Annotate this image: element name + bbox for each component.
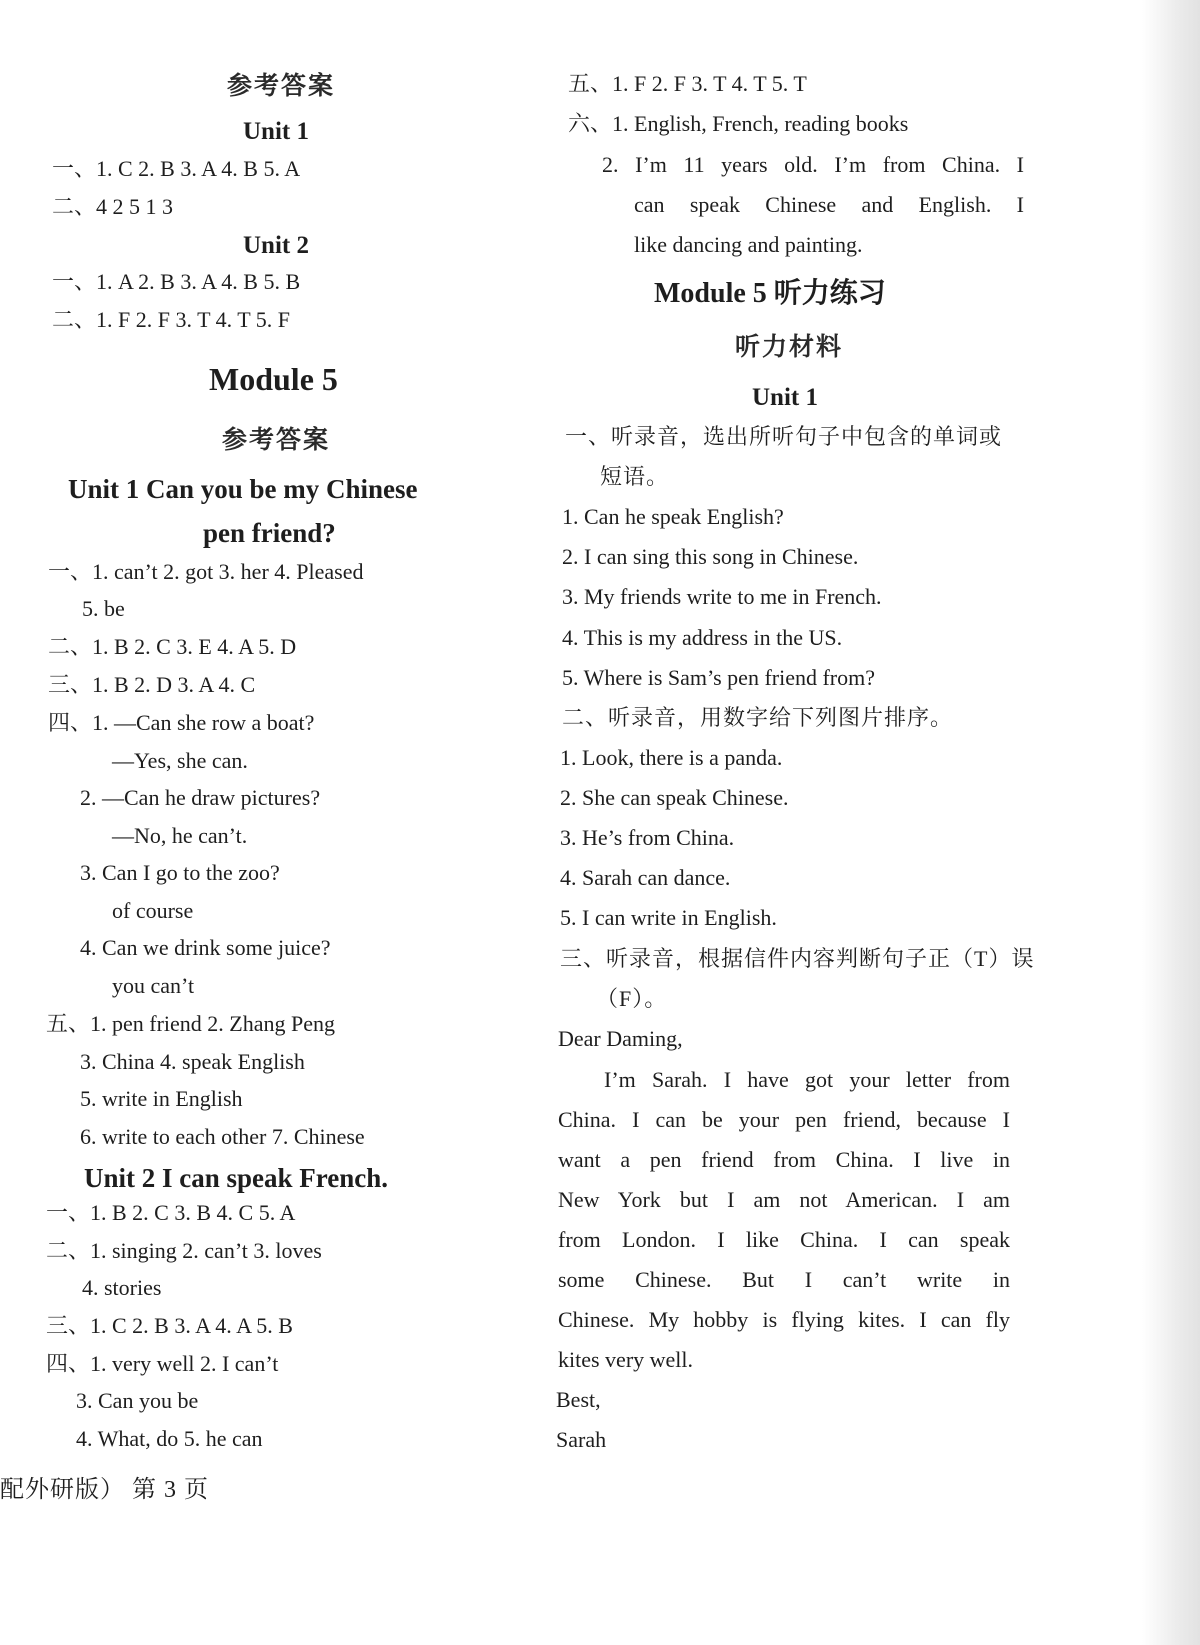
letter-line: from London. I like China. I can speak	[558, 1227, 1010, 1252]
answer-line: 四、1. —Can she row a boat?	[48, 710, 315, 735]
answer-line: 5. be	[82, 596, 125, 621]
listening-item: 1. Look, there is a panda.	[560, 745, 783, 770]
answer-line: 二、1. singing 2. can’t 3. loves	[46, 1238, 322, 1263]
unit-2-title: Unit 2 I can speak French.	[84, 1163, 389, 1193]
letter-line: New York but I am not American. I am	[558, 1187, 1010, 1212]
answer-line: 四、1. very well 2. I can’t	[46, 1351, 279, 1376]
answer-line: 3. Can you be	[76, 1388, 199, 1413]
letter-line: Chinese. My hobby is flying kites. I can fly	[558, 1307, 1010, 1332]
answer-line: 五、1. pen friend 2. Zhang Peng	[46, 1011, 335, 1036]
answer-line: like dancing and painting.	[634, 232, 863, 257]
answer-line: 4. stories	[82, 1275, 162, 1300]
module-5-heading: Module 5	[209, 361, 338, 397]
letter-line: want a pen friend from China. I live in	[558, 1147, 1010, 1172]
answer-line: 二、1. F 2. F 3. T 4. T 5. F	[52, 307, 290, 332]
listening-item: 4. This is my address in the US.	[562, 625, 843, 650]
listening-item: 2. I can sing this song in Chinese.	[562, 544, 859, 569]
answer-line: 5. write in English	[80, 1086, 243, 1111]
listening-materials-heading: 听力材料	[735, 334, 844, 361]
answer-line: 二、4 2 5 1 3	[52, 194, 174, 219]
section-1-instruction: 一、听录音，选出所听句子中包含的单词或	[565, 424, 1003, 449]
page-footer: 配外研版） 第 3 页	[0, 1477, 209, 1503]
answer-line: 六、1. English, French, reading books	[568, 111, 909, 136]
listening-item: 3. He’s from China.	[560, 825, 735, 850]
answer-line: 三、1. C 2. B 3. A 4. A 5. B	[46, 1313, 293, 1338]
listening-item: 4. Sarah can dance.	[560, 865, 731, 890]
letter-signature: Sarah	[556, 1427, 607, 1452]
answer-line: 2. I’m 11 years old. I’m from China. I	[602, 152, 1024, 177]
section-3-instruction-cont: （F）。	[596, 986, 668, 1011]
letter-line: some Chinese. But I can’t write in	[558, 1267, 1010, 1292]
answer-line: 二、1. B 2. C 3. E 4. A 5. D	[48, 634, 297, 659]
module-5-listening-heading: Module 5 听力练习	[654, 278, 886, 309]
answer-line: you can’t	[112, 973, 195, 998]
answer-line: 2. —Can he draw pictures?	[80, 785, 321, 810]
listening-item: 5. Where is Sam’s pen friend from?	[562, 665, 876, 690]
letter-line: I’m Sarah. I have got your letter from	[604, 1067, 1010, 1092]
answer-line: 6. write to each other 7. Chinese	[80, 1124, 365, 1149]
answer-line: 一、1. B 2. C 3. B 4. C 5. A	[46, 1200, 296, 1225]
answer-line: of course	[112, 898, 194, 923]
unit-1-heading: Unit 1	[752, 384, 818, 411]
answer-line: 4. Can we drink some juice?	[80, 935, 331, 960]
answer-line: 一、1. C 2. B 3. A 4. B 5. A	[52, 156, 301, 181]
answer-line: 三、1. B 2. D 3. A 4. C	[48, 672, 256, 697]
letter-line: kites very well.	[558, 1347, 694, 1372]
unit-1-title: Unit 1 Can you be my Chinese	[68, 474, 418, 504]
answers-heading: 参考答案	[222, 427, 331, 454]
listening-item: 5. I can write in English.	[560, 905, 777, 930]
section-2-instruction: 二、听录音，用数字给下列图片排序。	[562, 705, 954, 730]
listening-item: 1. Can he speak English?	[562, 504, 784, 529]
letter-line: China. I can be your pen friend, because I	[558, 1107, 1010, 1132]
answer-line: 3. China 4. speak English	[80, 1049, 305, 1074]
letter-closing: Best,	[556, 1387, 601, 1412]
unit-2-heading: Unit 2	[243, 232, 309, 259]
unit-1-title-cont: pen friend?	[203, 518, 336, 548]
answer-line: —Yes, she can.	[112, 748, 248, 773]
answer-line: 4. What, do 5. he can	[76, 1426, 263, 1451]
letter-greeting: Dear Daming,	[558, 1026, 683, 1051]
answer-line: 一、1. can’t 2. got 3. her 4. Pleased	[48, 559, 364, 584]
section-1-instruction-cont: 短语。	[600, 464, 670, 489]
page-edge-shadow	[1142, 0, 1200, 1645]
answer-line: 一、1. A 2. B 3. A 4. B 5. B	[52, 269, 301, 294]
answers-heading: 参考答案	[227, 73, 336, 100]
answer-line: 五、1. F 2. F 3. T 4. T 5. T	[568, 71, 807, 96]
answer-line: —No, he can’t.	[112, 823, 248, 848]
section-3-instruction: 三、听录音，根据信件内容判断句子正（T）误	[560, 946, 1035, 971]
listening-item: 3. My friends write to me in French.	[562, 584, 882, 609]
answer-line: 3. Can I go to the zoo?	[80, 860, 280, 885]
answer-line: can speak Chinese and English. I	[634, 192, 1024, 217]
listening-item: 2. She can speak Chinese.	[560, 785, 789, 810]
unit-1-heading: Unit 1	[243, 118, 309, 145]
